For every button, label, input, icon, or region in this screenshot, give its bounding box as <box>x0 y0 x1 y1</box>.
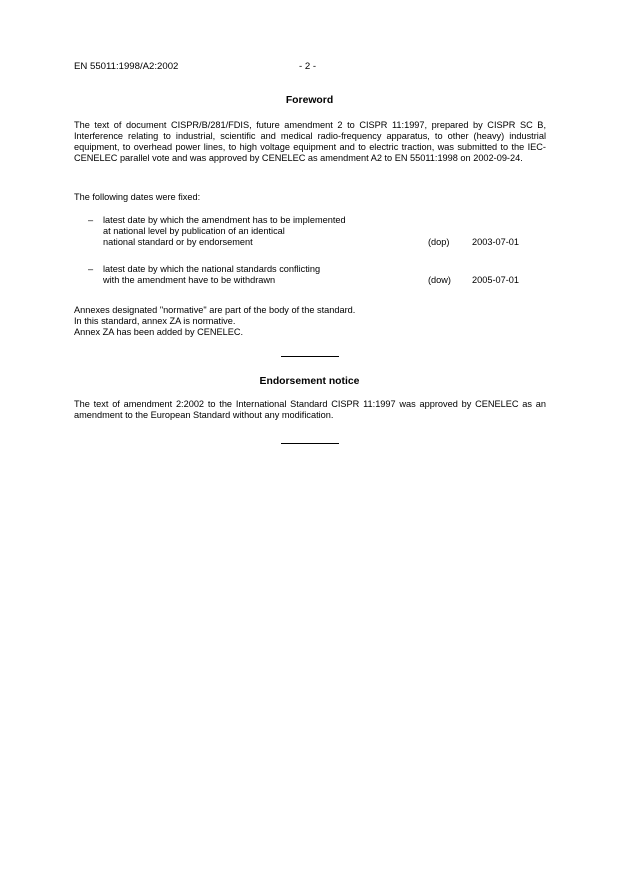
section-divider <box>281 356 339 357</box>
dash-bullet: – <box>88 215 94 225</box>
annex-line: In this standard, annex ZA is normative. <box>74 316 236 326</box>
document-id: EN 55011:1998/A2:2002 <box>74 61 179 72</box>
end-divider <box>281 443 339 444</box>
date-item-line: latest date by which the amendment has to be implemented <box>103 215 346 225</box>
date-item-date: 2005-07-01 <box>472 275 519 285</box>
foreword-title: Foreword <box>285 95 334 106</box>
dates-intro: The following dates were fixed: <box>74 192 201 202</box>
date-item-description <box>103 264 403 286</box>
page-number: - 2 - <box>299 61 317 72</box>
annex-line: Annexes designated "normative" are part of the body of the standard. <box>74 305 356 315</box>
annex-line: Annex ZA has been added by CENELEC. <box>74 327 244 337</box>
date-item-description <box>103 215 403 248</box>
annex-notes <box>74 305 546 338</box>
foreword-paragraph: The text of document CISPR/B/281/FDIS, future amendment 2 to CISPR 11:1997, prepared by CISPR SC B, Interference relating to industrial, scientific and medical radio-frequency apparatus, to other (heavy) industrial equipment, to overhead power lines, to high voltage equipment and to electric traction, was submitted to the IEC-CENELEC parallel vote and was approved by CENELEC as amendment A2 to EN 55011:1998 on 2002-09-24. <box>74 120 546 163</box>
date-item-line: at national level by publication of an identical <box>103 226 285 236</box>
date-item-line: national standard or by endorsement <box>103 237 253 247</box>
date-item-line: latest date by which the national standards conflicting <box>103 264 321 274</box>
dash-bullet: – <box>88 264 94 274</box>
endorsement-title: Endorsement notice <box>259 376 360 387</box>
date-item-date: 2003-07-01 <box>472 237 519 247</box>
date-item-code: (dow) <box>428 275 451 285</box>
date-item-line: with the amendment have to be withdrawn <box>103 275 276 285</box>
date-item-code: (dop) <box>428 237 450 247</box>
endorsement-paragraph: The text of amendment 2:2002 to the International Standard CISPR 11:1997 was approved by CENELEC as an amendment to the European Standard without any modification. <box>74 399 546 420</box>
